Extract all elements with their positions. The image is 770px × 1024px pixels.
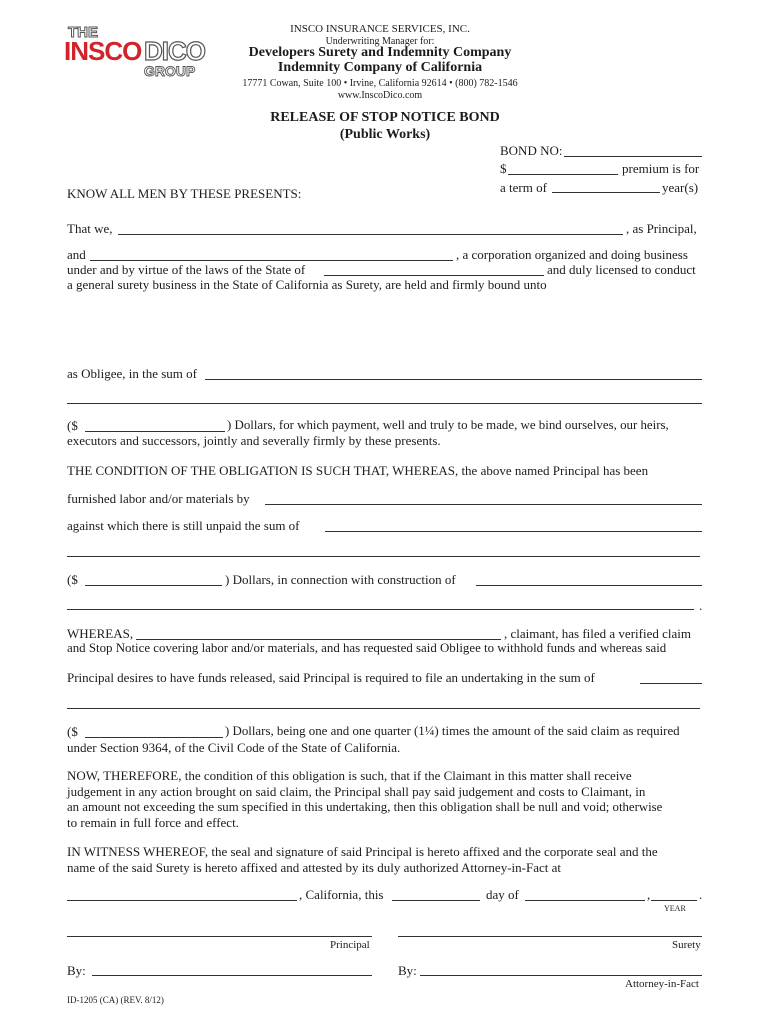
now-therefore-line-3: an amount not exceeding the sum specified in this undertaking, then this obligation shall be null and void; otherwise xyxy=(67,800,663,814)
construction-period: . xyxy=(699,598,703,613)
years-label: year(s) xyxy=(662,180,699,195)
executors-text: executors and successors, jointly and severally firmly by these presents. xyxy=(67,433,441,448)
unpaid-sum-field-2[interactable] xyxy=(67,556,700,557)
by-label-surety: By: xyxy=(398,963,417,978)
insco-dico-logo xyxy=(62,20,212,80)
principal-name-field[interactable] xyxy=(118,234,623,235)
term-years-field[interactable] xyxy=(552,192,660,193)
term-label: a term of xyxy=(500,180,547,195)
logo-dico: DICO xyxy=(144,36,205,66)
and-label: and xyxy=(67,247,86,262)
date-comma: , xyxy=(647,887,651,902)
against-label: against which there is still unpaid the sum of xyxy=(67,518,300,533)
california-this-label: , California, this xyxy=(299,887,384,902)
surety-name-1: Developers Surety and Indemnity Company xyxy=(248,45,512,60)
premium-amount-field[interactable] xyxy=(508,174,618,175)
unpaid-sum-field[interactable] xyxy=(325,531,702,532)
surety-signature-line[interactable] xyxy=(398,936,702,937)
corporation-label: , a corporation organized and doing business xyxy=(456,247,688,262)
stop-notice-text: and Stop Notice covering labor and/or materials, and has requested said Obligee to withhold funds and whereas said xyxy=(67,641,667,655)
dollars-payment-text: ) Dollars, for which payment, well and truly to be made, we bind ourselves, our heirs, xyxy=(227,418,669,432)
attorney-in-fact-field[interactable] xyxy=(420,975,702,976)
logo-insco: INSCO xyxy=(64,36,142,66)
surety-label: Surety xyxy=(672,939,701,951)
bond-no-label: BOND NO: xyxy=(500,143,563,158)
principal-label: Principal xyxy=(330,939,370,951)
obligee-label: as Obligee, in the sum of xyxy=(67,366,197,381)
logo-the: THE xyxy=(68,24,98,41)
date-period: . xyxy=(699,887,703,902)
claimant-text: , claimant, has filed a verified claim xyxy=(504,626,691,641)
claimant-field[interactable] xyxy=(136,639,501,640)
state-field[interactable] xyxy=(324,275,544,276)
paren-dollar-3: ($ xyxy=(67,724,78,739)
that-we-label: That we, xyxy=(67,221,113,236)
company-name: INSCO INSURANCE SERVICES, INC. xyxy=(290,23,470,35)
paren-dollar-2: ($ xyxy=(67,572,78,587)
undertaking-sum-field-2[interactable] xyxy=(67,708,700,709)
under-laws-label: under and by virtue of the laws of the State of xyxy=(67,262,306,277)
principal-signature-line[interactable] xyxy=(67,936,372,937)
form-title: RELEASE OF STOP NOTICE BOND xyxy=(270,110,500,125)
obligee-sum-field[interactable] xyxy=(205,379,702,380)
witness-line-2: name of the said Surety is hereto affixed and attested by its duly authorized Attorney-in-Fact at xyxy=(67,860,561,875)
now-therefore-line-1: NOW, THEREFORE, the condition of this obligation is such, that if the Claimant in this matter shall receive xyxy=(67,768,632,783)
penal-amount-field[interactable] xyxy=(85,431,225,432)
principal-desires-text: Principal desires to have funds released, said Principal is required to file an undertaking in the sum of xyxy=(67,670,595,685)
surety-name-field[interactable] xyxy=(90,260,453,261)
as-principal-label: , as Principal, xyxy=(626,221,697,236)
logo-group: GROUP xyxy=(144,63,196,79)
undertaking-sum-field[interactable] xyxy=(640,683,702,684)
whereas-label: WHEREAS, xyxy=(67,626,134,641)
construction-field[interactable] xyxy=(476,585,702,586)
month-field[interactable] xyxy=(525,900,645,901)
premium-label: premium is for xyxy=(622,161,700,176)
by-label-principal: By: xyxy=(67,963,86,978)
construction-field-2[interactable] xyxy=(67,609,694,610)
attorney-in-fact-label: Attorney-in-Fact xyxy=(625,978,699,990)
principal-by-field[interactable] xyxy=(92,975,372,976)
furnished-label: furnished labor and/or materials by xyxy=(67,491,250,506)
paren-dollar-1: ($ xyxy=(67,418,78,433)
city-field[interactable] xyxy=(67,900,297,901)
form-id: ID-1205 (CA) (REV. 8/12) xyxy=(67,995,164,1005)
know-all-men: KNOW ALL MEN BY THESE PRESENTS: xyxy=(67,186,302,201)
witness-line-1: IN WITNESS WHEREOF, the seal and signature of said Principal is hereto affixed and the corporate seal and the xyxy=(67,844,658,859)
section-text: under Section 9364, of the Civil Code of the State of California. xyxy=(67,740,401,755)
dollars-quarter-text: ) Dollars, being one and one quarter (1¼) times the amount of the said claim as required xyxy=(225,724,680,738)
day-of-label: day of xyxy=(486,887,519,902)
company-website[interactable]: www.InscoDico.com xyxy=(337,90,423,101)
form-subtitle: (Public Works) xyxy=(339,127,431,142)
dollars-construction-text: ) Dollars, in connection with construction of xyxy=(225,572,456,587)
now-therefore-line-2: judgement in any action brought on said claim, the Principal shall pay said judgement and costs to Claimant, in xyxy=(67,784,646,799)
condition-text: THE CONDITION OF THE OBLIGATION IS SUCH THAT, WHEREAS, the above named Principal has been xyxy=(67,463,649,478)
bond-no-field[interactable] xyxy=(564,156,702,157)
general-surety-text: a general surety business in the State of California as Surety, are held and firmly bound unto xyxy=(67,277,547,292)
premium-dollar-sign: $ xyxy=(500,161,507,176)
day-field[interactable] xyxy=(392,900,480,901)
company-address: 17771 Cowan, Suite 100 • Irvine, California 92614 • (800) 782-1546 xyxy=(242,78,518,89)
now-therefore-line-4: to remain in full force and effect. xyxy=(67,815,239,830)
underwriting-label: Underwriting Manager for: xyxy=(325,36,435,47)
furnished-by-field[interactable] xyxy=(265,504,702,505)
undertaking-amount-field[interactable] xyxy=(85,737,223,738)
surety-name-2: Indemnity Company of California xyxy=(277,60,483,75)
obligee-sum-field-2[interactable] xyxy=(67,403,702,404)
year-label: YEAR xyxy=(664,904,686,913)
unpaid-amount-field[interactable] xyxy=(85,585,222,586)
licensed-label: and duly licensed to conduct xyxy=(547,262,696,277)
